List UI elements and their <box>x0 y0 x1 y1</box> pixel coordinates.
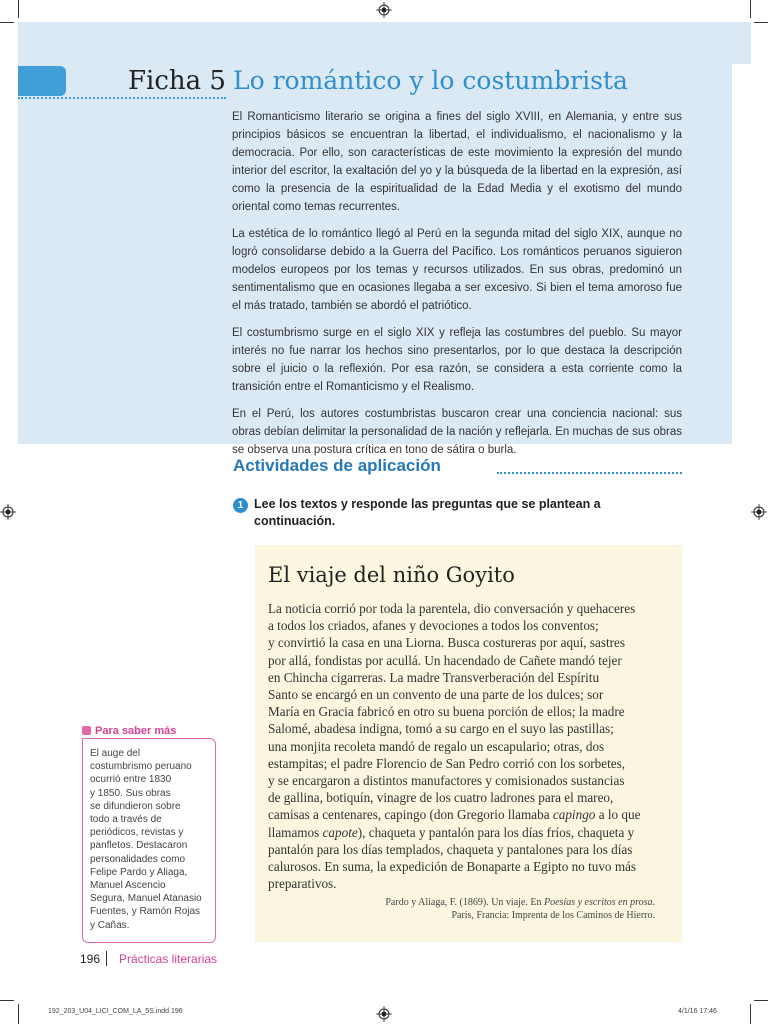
activities-dotted-rule <box>497 472 682 474</box>
section-name: Prácticas literarias <box>119 952 218 966</box>
sidebar-label <box>82 725 176 737</box>
activities-heading: Actividades de aplicación <box>233 456 441 475</box>
reading-line: llamamos capote), chaqueta y pantalón para los días fríos, chaqueta y <box>268 824 635 840</box>
registration-mark-icon <box>376 2 392 18</box>
sidebar-line: todo a través de <box>90 814 162 826</box>
reading-body <box>268 600 668 892</box>
sidebar-line: y 1850. Sus obras <box>90 787 171 799</box>
sidebar-line: costumbrismo peruano <box>90 761 192 773</box>
reading-line: pantalón para los días templados, chaqueta y pantalones para los días <box>268 841 633 857</box>
crop-mark <box>754 22 768 23</box>
crop-mark <box>750 0 751 18</box>
header-dotted-rule <box>18 97 226 99</box>
reading-line: La noticia corrió por toda la parentela, dio conversación y quehaceres <box>268 601 636 616</box>
sidebar-line: Felipe Pardo y Aliaga, <box>90 866 188 878</box>
activity-instruction: Lee los textos y responde las preguntas que se plantean a continuación. <box>254 497 601 528</box>
activity-number-badge: 1 <box>233 498 248 513</box>
registration-mark-icon <box>0 504 16 520</box>
reading-line: preparativos. <box>268 876 337 892</box>
reading-line: por allá, fondistas por acullá. Un hacendado de Cañete mandó tejer <box>268 652 622 668</box>
reading-line: a todos los criados, afanes y devociones a todos los conventos; <box>268 618 599 634</box>
ficha-tab-marker <box>18 66 66 96</box>
intro-paragraph: La estética de lo romántico llegó al Perú en la segunda mitad del siglo XIX, aunque no logró consolidarse debido a la Guerra del Pacífico. Los románticos peruanos siguieron modelos europeos por los temas y recursos utilizados. En sus obras, predominó un sentimentalismo que en ocasiones llegaba a ser excesivo. Si bien el tema amoroso fue el más tratado, también se abordó el patriótico. <box>232 228 682 312</box>
square-bullet-icon <box>82 726 91 735</box>
sidebar-line: ocurrió entre 1830 <box>90 774 172 786</box>
sidebar-line: panfletos. Destacaron <box>90 840 188 852</box>
sidebar-line: y Cañas. <box>90 919 130 931</box>
sidebar-line: personalidades como <box>90 853 186 865</box>
ficha-label: Ficha 5 <box>128 66 226 96</box>
reading-line: María en Gracia fabricó en otro su buena porción de ellos; la madre <box>268 704 625 720</box>
reading-citation <box>300 896 655 922</box>
header-background <box>18 22 751 64</box>
sidebar-line: periódicos, revistas y <box>90 827 184 839</box>
intro-paragraph: En el Perú, los autores costumbristas buscaron crear una conciencia nacional: sus obras debían delimitar la personalidad de la nación y reflejarla. En muchas de sus obras se observa una postura crítica en tono de sátira o burla. <box>232 408 682 456</box>
crop-mark <box>0 1000 14 1001</box>
citation-line: París, Francia: Imprenta de los Caminos de Hierro. <box>451 910 655 921</box>
sidebar-line: El auge del <box>90 748 141 759</box>
reading-line: calurosos. En suma, la expedición de Bonaparte a Egipto no tuvo más <box>268 859 637 875</box>
slug-date: 4/1/16 17:46 <box>678 1008 717 1015</box>
sidebar-line: Segura, Manuel Atanasio <box>90 893 202 905</box>
sidebar-line: Fuentes, y Ramón Rojas <box>90 906 201 918</box>
reading-line: de gallina, botiquín, vinagre de los cuatro ladrones para el mareo, <box>268 790 614 806</box>
reading-line: Salomé, abadesa indigna, tomó a su cargo en el suyo las pastillas; <box>268 721 614 737</box>
page-title: Lo romántico y lo costumbrista <box>233 66 628 95</box>
crop-mark <box>754 1000 768 1001</box>
crop-mark <box>18 1004 19 1024</box>
reading-line: y se encargaron a distintos manufactores y comisionados sustancias <box>268 773 625 789</box>
reading-title: El viaje del niño Goyito <box>268 563 515 587</box>
reading-line: en Chincha cigarreras. La madre Transverberación del Espíritu <box>268 669 600 685</box>
citation-line: Pardo y Aliaga, F. (1869). Un viaje. En Poesías y escritos en prosa. <box>385 897 655 908</box>
reading-line: una monjita recoleta mandó de regalo un escapulario; otras, dos <box>268 738 605 754</box>
crop-mark <box>18 0 19 18</box>
folio-divider <box>106 951 107 966</box>
slug-filename: 192_203_U04_LICI_COM_LA_5S.indd 196 <box>48 1008 183 1015</box>
reading-line: camisas a centenares, capingo (don Gregorio llamaba capingo a lo que <box>268 807 641 823</box>
sidebar-text <box>90 747 210 932</box>
registration-mark-icon <box>376 1006 392 1022</box>
sidebar-line: se difundieron sobre <box>90 800 181 812</box>
reading-line: Santo se encargó en un convento de una parte de los dulces; sor <box>268 687 604 703</box>
reading-line: estampitas; el padre Florencio de San Pedro corrió con los sorbetes, <box>268 755 626 771</box>
intro-paragraph: El costumbrismo surge en el siglo XIX y refleja las costumbres del pueblo. Su mayor interés no fue narrar los hechos sino presentarlos, por lo que destaca la descripción sobre el juicio o la reflexión. Por esa razón, se considera a esta corriente como la transición entre el Romanticismo y el Realismo. <box>232 327 682 393</box>
sidebar-line: Manuel Ascencio <box>90 880 166 892</box>
sidebar-label-text: Para saber más <box>95 725 177 737</box>
reading-line: y convirtió la casa en una Liorna. Busca costureras por aquí, sastres <box>268 635 626 651</box>
crop-mark <box>750 1004 751 1024</box>
intro-paragraph: El Romanticismo literario se origina a fines del siglo XVIII, en Alemania, y entre sus principios básicos se encuentran la libertad, el individualismo, el nacionalismo y la democracia. Por ello, son características de este movimiento la expresión del mundo interior del escritor, la exaltación del yo y la búsqueda de la libertad en la expresión, así como la presencia de la espiritualidad de la Edad Media y el exotismo del mundo oriental como temas recurrentes. <box>232 111 682 213</box>
page-number: 196 <box>80 952 101 966</box>
crop-mark <box>0 22 14 23</box>
registration-mark-icon <box>751 504 767 520</box>
intro-text <box>232 108 682 468</box>
